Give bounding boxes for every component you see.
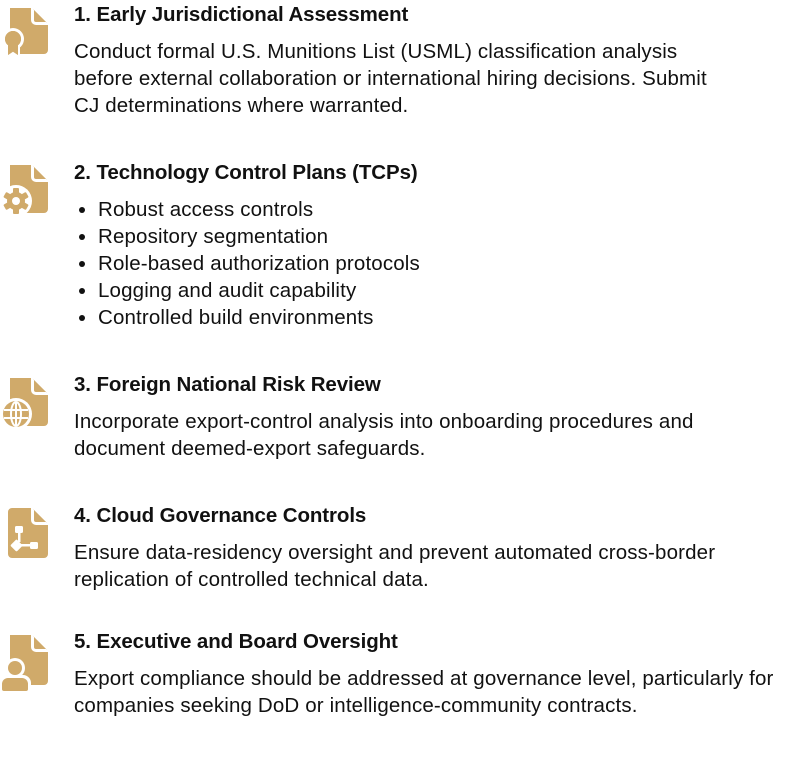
document-gear-icon [0,161,52,217]
list-item: Controlled build environments [74,304,810,331]
document-user-icon [0,631,52,687]
document-certificate-icon [0,4,52,60]
bullet-icon [79,261,85,267]
section-body: Ensure data-residency oversight and prevent automated cross-border replication of controlled technical data. [74,541,716,591]
section-title: 2. Technology Control Plans (TCPs) [74,161,418,184]
section-title: 4. Cloud Governance Controls [74,504,367,527]
section-title: 1. Early Jurisdictional Assessment [74,3,409,26]
list-item: Robust access controls [74,196,810,223]
list-item: Role-based authorization protocols [74,250,810,277]
tcp-bullet-list [74,196,810,331]
bullet-icon [79,234,85,240]
bullet-icon [79,207,85,213]
document-globe-icon [0,374,52,430]
bullet-icon [79,315,85,321]
document-flowchart-icon [0,504,52,560]
section-title: 3. Foreign National Risk Review [74,373,381,396]
list-item: Logging and audit capability [74,277,810,304]
bullet-icon [79,288,85,294]
section-title: 5. Executive and Board Oversight [74,630,398,653]
section-body: Incorporate export-control analysis into onboarding procedures and document deemed-export safeguards. [74,410,694,460]
list-item: Repository segmentation [74,223,810,250]
section-body: Export compliance should be addressed at governance level, particularly for companies seeking DoD or intelligence-community contracts. [74,667,774,717]
section-body: Conduct formal U.S. Munitions List (USML) classification analysis before external collaboration or international hiring decisions. Submit CJ determinations where warranted. [74,40,707,117]
